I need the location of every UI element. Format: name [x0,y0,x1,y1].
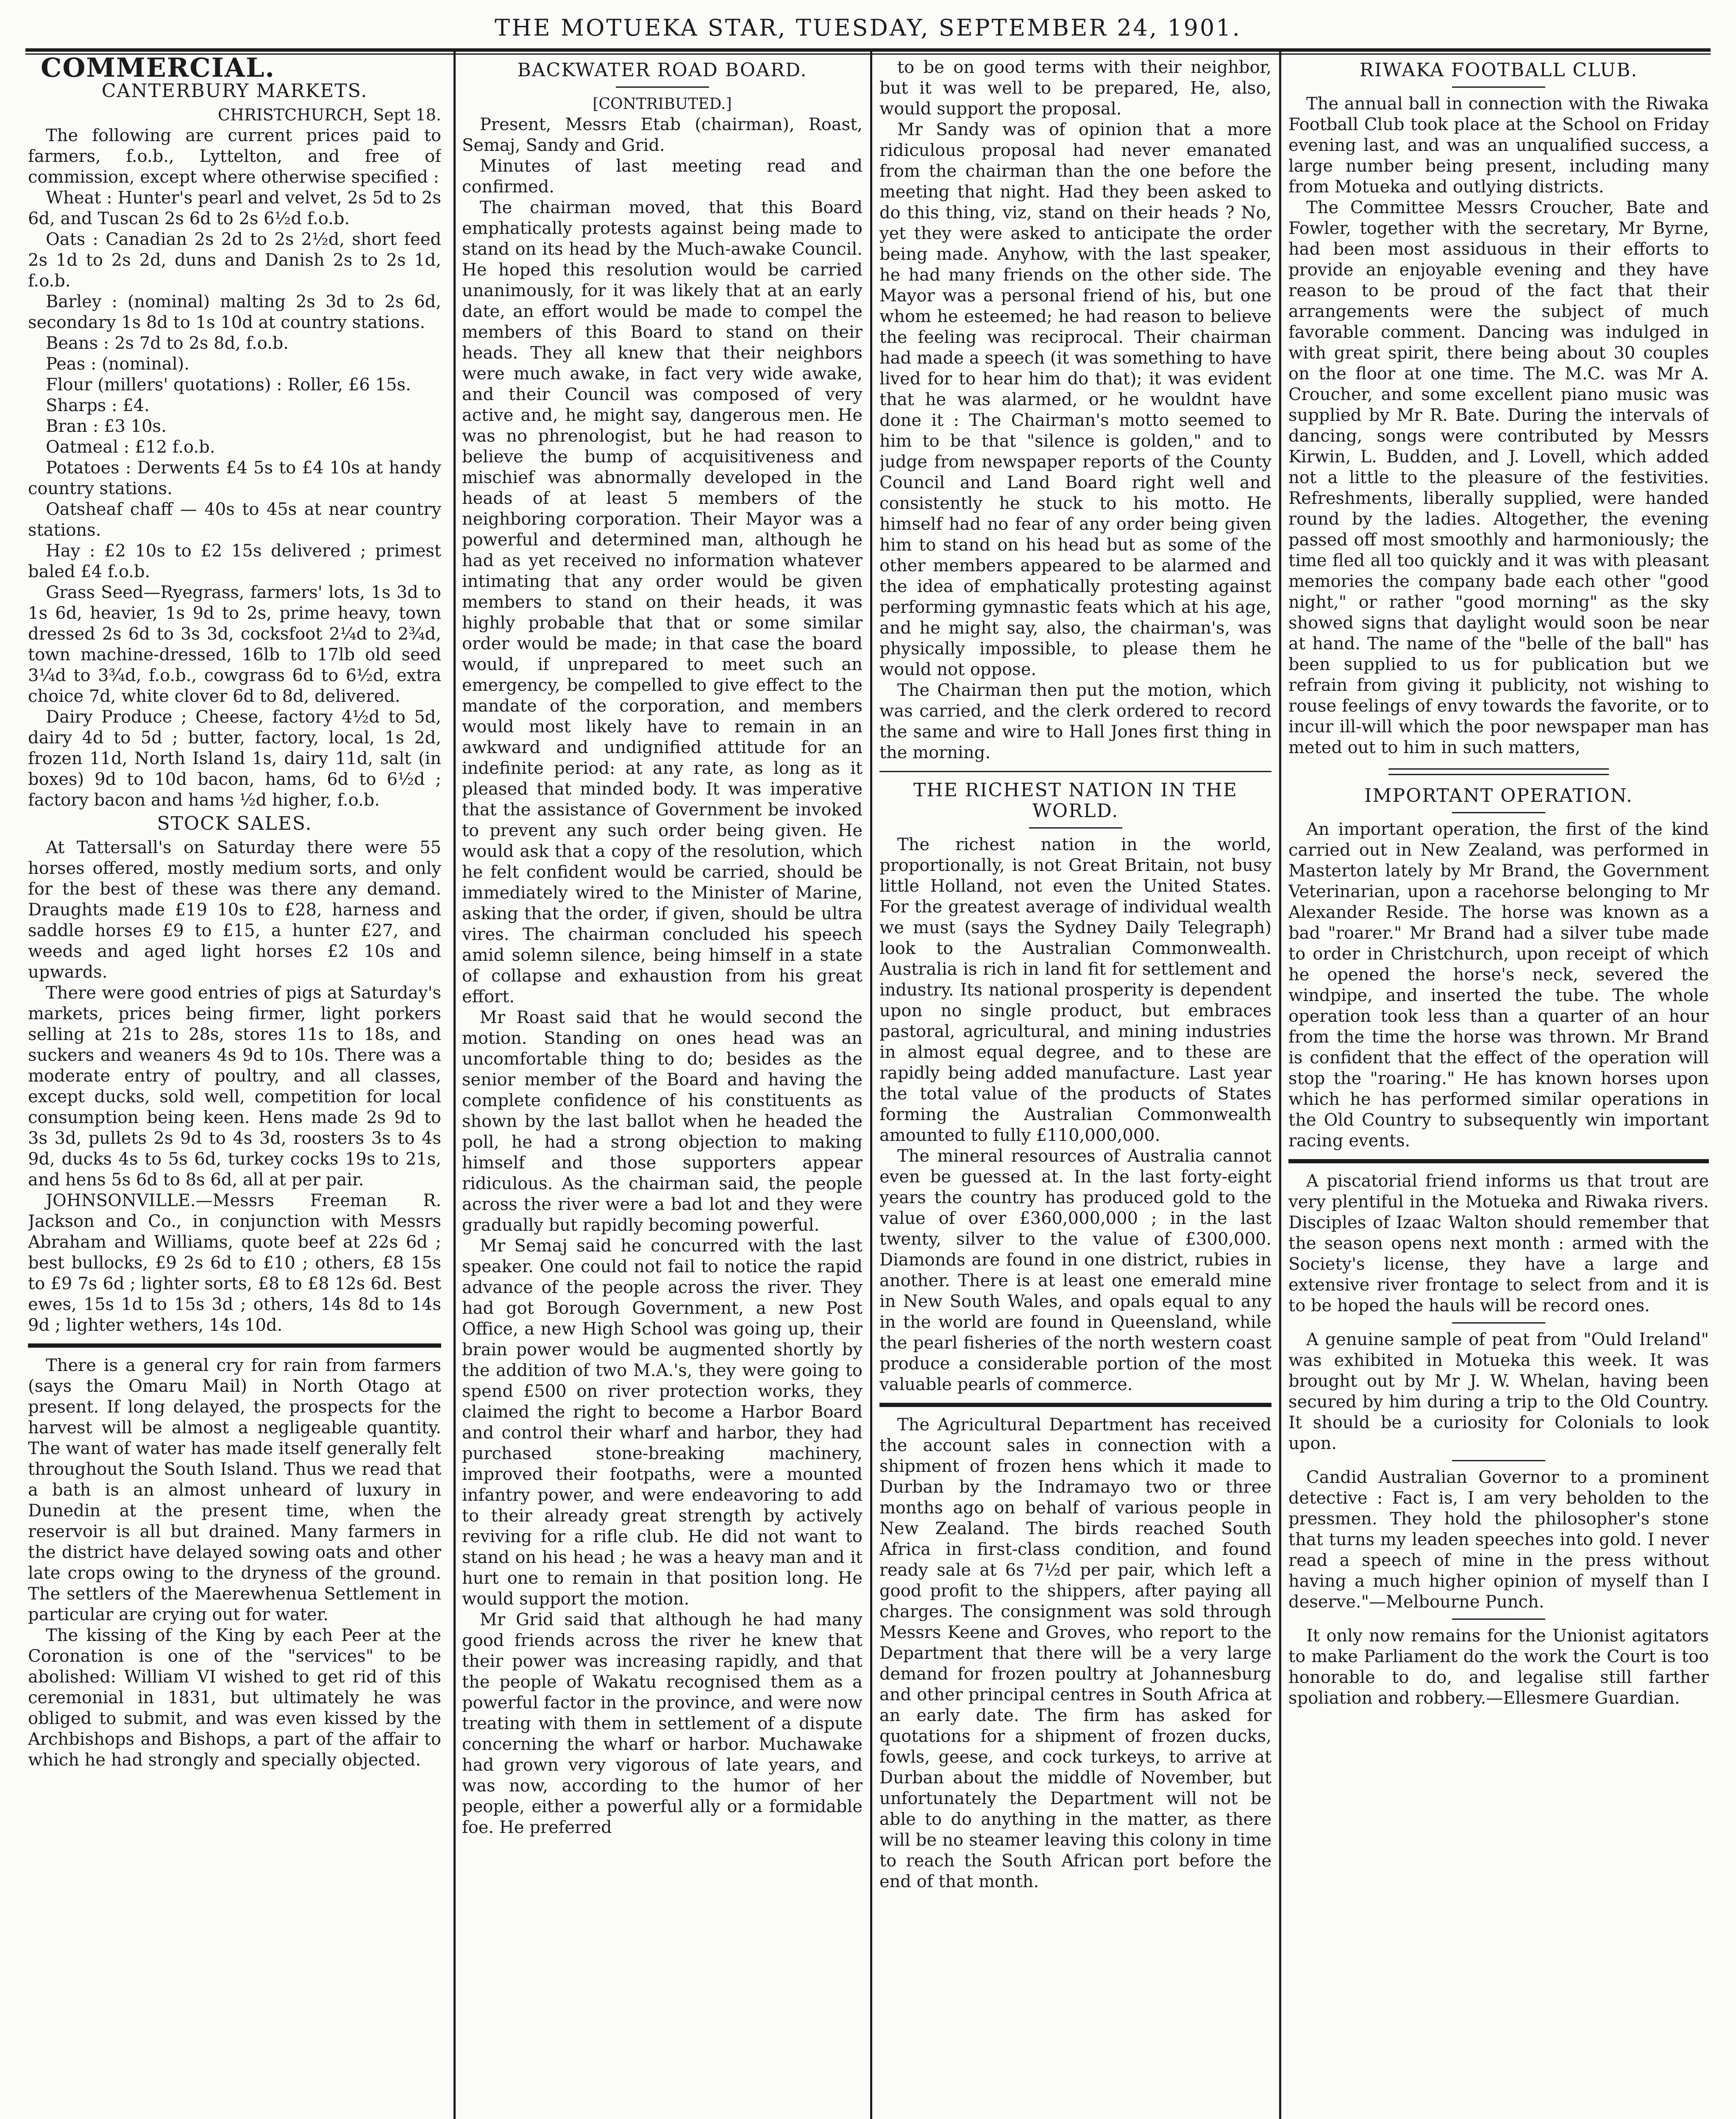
paragraph: Potatoes : Derwents £4 5s to £4 10s at handy country stations. [28,458,441,498]
paragraph: It only now remains for the Unionist agitators to make Parliament do the work the Court is too honorable to do, and legalise still farther spoliation and robbery.—Ellesmere Guardian. [1288,1626,1709,1708]
paragraph: to be on good terms with their neighbor, but it was well to be prepared, He, also, would support the proposal. [879,58,1271,119]
column-divider [1279,50,1281,2119]
paragraph: Barley : (nominal) malting 2s 3d to 2s 6d, secondary 1s 8d to 1s 10d at country stations. [28,292,441,332]
section-rule [1388,768,1609,775]
item-rule [1452,1322,1545,1324]
column-richest-nation [879,57,1271,2119]
paragraph: Beans : 2s 7d to 2s 8d, f.o.b. [46,334,289,353]
paragraph: There were good entries of pigs at Saturday's markets, prices being firmer, light porkers selling at 21s to 28s, stores 11s to 18s, and suckers and weaners 4s 9d to 10s. There was a moderate entry of poultry, and all classes, except ducks, sold well, competition for local consumption being keen. Hens made 2s 9d to 3s 3d, pullets 2s 9d to 4s 3d, roosters 3s to 4s 9d, ducks 4s to 5s 6d, turkey cocks 19s to 21s, and hens 5s 6d to 8s 6d, all at per pair. [28,983,441,1190]
heading-rule [1452,812,1545,813]
paragraph: The chairman moved, that this Board emphatically protests against being made to stand on its head by the Much-awake Council. He hoped this resolution would be carried unanimously, for it was likely that at an early date, an effort would be made to compel the members of this Board to stand on their heads. They all knew that their neighbors were much awake, in fact very wide awake, and their Council was composed of very active and, he might say, dangerous men. He was no phrenologist, but he had reason to believe the bump of acquisitiveness and mischief was abnormally developed in the heads of at least 5 members of the neighboring corporation. Their Mayor was a powerful and determined man, although he had as yet received no information whatever intimating that any order would be given members to stand on their heads, it was highly probable that that or some similar order would be made; in that case the board would, if unprepared to meet such an emergency, be compelled to give effect to the mandate of the corporation, and members would most likely have to remain in an awkward and undignified attitude for an indefinite period: at any rate, as long as it pleased that minded body. It was imperative that the assistance of Government be invoked to prevent any such order being given. He would ask that a copy of the resolution, which he felt confident would be carried, should be immediately wired to the Minister of Marine, asking that the order, if given, should be ultra vires. The chairman concluded his speech amid solemn silence, being himself in a state of collapse and exhaustion from his great effort. [462,198,862,1007]
paragraph: Mr Roast said that he would second the motion. Standing on ones head was an uncomfortable thing to do; besides as the senior member of the Board and having the complete confidence of his constituents as shown by the last ballot when he headed the poll, he had a strong objection to making himself and those supporters appear ridiculous. As the chairman said, the people across the river were a bad lot and they were gradually but rapidly becoming powerful. [462,1008,862,1235]
paragraph: A piscatorial friend informs us that trout are very plentiful in the Motueka and Riwaka rivers. Disciples of Izaac Walton should remember that the season opens next month : armed with the Society's license, they have a large and extensive river frontage to select from and it is to be hoped the hauls will be record ones. [1288,1171,1709,1315]
paragraph: JOHNSONVILLE.—Messrs Freeman R. Jackson and Co., in conjunction with Messrs Abraham and Williams, quote beef at 22s 6d ; best bullocks, £9 2s 6d to £10 ; others, £8 15s to £9 7s 6d ; lighter sorts, £8 to £8 12s 6d. Best ewes, 15s 1d to 15s 3d ; others, 14s 8d to 14s 9d ; lighter wethers, 14s 10d. [28,1191,441,1335]
paragraph: Wheat : Hunter's pearl and velvet, 2s 5d to 2s 6d, and Tuscan 2s 6d to 2s 6½d f.o.b. [28,188,441,228]
paragraph: Peas : (nominal). [46,354,189,374]
paragraph: The Agricultural Department has received the account sales in connection with a shipment of frozen hens which it made to Durban by the Indramayo two or three months ago on behalf of various people in New Zealand. The birds reached South Africa in first-class condition, and found ready sale at 6s 7½d per pair, which left a good profit to the shippers, after paying all charges. The consignment was sold through Messrs Keene and Groves, who report to the Department that there will be a very large demand for frozen poultry at Johannesburg and other principal centres in South Africa at an early date. The firm has asked for quotations for a shipment of frozen ducks, fowls, geese, and cock turkeys, to arrive at Durban about the middle of November, but unfortunately the Department will not be able to do anything in the matter, as there will be no steamer leaving this colony in time to reach the South African port before the end of that month. [879,1415,1271,1891]
paragraph: The Chairman then put the motion, which was carried, and the clerk ordered to record the same and wire to Hall Jones first thing in the morning. [879,681,1271,762]
paragraph: The Committee Messrs Croucher, Bate and Fowler, together with the secretary, Mr Byrne, had been most assiduous in their efforts to provide an enjoyable evening and they have reason to be proud of the fact that their arrangements were the subject of much favorable comment. Dancing was indulged in with great spirit, there being about 30 couples on the floor at one time. The M.C. was Mr A. Croucher, and some excellent piano music was supplied by Mr R. Bate. During the intervals of dancing, songs were contributed by Messrs Kirwin, L. Budden, and J. Lovell, which added not a little to the pleasure of the festivities. Refreshments, liberally supplied, were handed round by the ladies. Altogether, the evening passed off most smoothly and harmoniously; the time fled all too quickly and it was with pleasant memories the company bade each other "good night," or rather "good morning" as the sky showed signs that daylight would soon be near at hand. The name of the "belle of the ball" has been supplied to us for publication but we refrain from giving it publicity, not wishing to rouse feelings of envy towards the favorite, or to incur ill-will which the poor newspaper man has meted out to him in such matters, [1288,198,1709,757]
contributed-label: [CONTRIBUTED.] [593,95,732,113]
column-divider [453,50,456,2119]
paragraph: There is a general cry for rain from farmers (says the Omaru Mail) in North Otago at present. If long delayed, the prospects for the harvest will be almost a negligeable quantity. The want of water has made itself generally felt throughout the South Island. Thus we read that a bath is an almost unheard of luxury in Dunedin at the present time, when the reservoir is all but drained. Many farmers in the district have delayed sowing oats and other late crops owing to the dryness of the ground. The settlers of the Maerewhenua Settlement in particular are crying out for water. [28,1356,441,1624]
heading-rule [1452,86,1545,88]
article-heading-backwater-road-board: BACKWATER ROAD BOARD. [517,59,807,81]
paragraph: Hay : £2 10s to £2 15s delivered ; primest baled £4 f.o.b. [28,541,441,581]
paragraph: Oatsheaf chaff — 40s to 45s at near country stations. [28,500,441,540]
column-riwaka [1288,57,1709,2119]
article-heading-riwaka-football-club: RIWAKA FOOTBALL CLUB. [1359,59,1638,81]
column-divider [870,50,872,2119]
section-rule [879,1403,1271,1407]
article-heading-richest-nation: THE RICHEST NATION IN THE WORLD. [913,779,1238,822]
paragraph: The mineral resources of Australia cannot even be guessed at. In the last forty-eight years the country has produced gold to the value of over £360,000,000 ; in the last twenty, silver to the value of £300,000. Diamonds are found in one district, rubies in another. There is at least one emerald mine in New South Wales, and opals equal to any in the world are found in Queensland, while the pearl fisheries of the north western coast produce a considerable portion of the most valuable pearls of commerce. [879,1146,1271,1394]
item-rule [1452,1618,1545,1620]
paragraph: Present, Messrs Etab (chairman), Roast, Semaj, Sandy and Grid. [462,115,862,155]
article-heading-stock-sales: STOCK SALES. [157,813,312,834]
column-commercial [28,57,441,2119]
paragraph: Mr Grid said that although he had many good friends across the river he knew that their power was increasing rapidly, and that the people of Wakatu recognised them as a powerful factor in the province, and were now treating with them in settlement of a dispute concerning the wharf or harbor. Muchawake had grown very vigorous of late years, and was now, according to the humor of her people, either a powerful ally or a formidable foe. He preferred [462,1610,862,1837]
paragraph: Mr Semaj said he concurred with the last speaker. One could not fail to notice the rapid advance of the people across the river. They had got Borough Government, a new Post Office, a new High School was going up, their brain power would be augmented shortly by the addition of two M.A.'s, they were going to spend £500 on river protection works, they claimed the right to become a Harbor Board and control their wharf and harbor, they had purchased stone-breaking machinery, improved their footpaths, were a mounted infantry power, and were endeavoring to add to their already great strength by actively reviving for a rifle club. He did not want to stand on his head ; he was a heavy man and it hurt one to remain in that position long. He would support the motion. [462,1236,862,1609]
paragraph: Minutes of last meeting read and confirmed. [462,156,862,197]
paragraph: Bran : £3 10s. [46,417,167,436]
section-rule [879,771,1271,772]
section-rule [28,1343,441,1348]
masthead: THE MOTUEKA STAR, TUESDAY, SEPTEMBER 24, 1901. [495,14,1241,41]
column-backwater [462,57,862,2119]
paragraph: At Tattersall's on Saturday there were 55 horses offered, mostly medium sorts, and only for the best of these was there any demand. Draughts made £19 10s to £28, harness and saddle horses £9 to £15, a hunter £27, and weeds and aged light horses £2 10s and upwards. [28,838,441,982]
masthead-rule-thin [25,53,1711,55]
heading-rule [616,86,709,88]
paragraph: Grass Seed—Ryegrass, farmers' lots, 1s 3d to 1s 6d, heavier, 1s 9d to 2s, prime heavy, town dressed 2s 6d to 3s 3d, cocksfoot 2¼d to 2¾d, town machine-dressed, 16lb to 17lb old seed 3¼d to 3¾d, f.o.b., cowgrass 6d to 6½d, extra choice 7d, white clover 6d to 8d, delivered. [28,583,441,706]
section-rule [1288,1159,1709,1163]
paragraph: Sharps : £4. [46,396,150,415]
article-heading-canterbury-markets: CANTERBURY MARKETS. [101,80,368,102]
paragraph: The kissing of the King by each Peer at the Coronation is one of the "services" to be abolished: William VI wished to get rid of this ceremonial in 1831, but ultimately he was obliged to submit, and was even kissed by the Archbishops and Bishops, a part of the affair to which he had strongly and specially objected. [28,1626,441,1770]
item-rule [1452,1460,1545,1461]
dateline: CHRISTCHURCH, Sept 18. [217,106,441,124]
paragraph: The annual ball in connection with the Riwaka Football Club took place at the School on Friday evening last, and was an unqualified success, a large number being present, including many from Motueka and outlying districts. [1288,94,1709,197]
masthead-rule [25,48,1711,52]
paragraph: Dairy Produce ; Cheese, factory 4½d to 5d, dairy 4d to 5d ; butter, factory, local, 1s 2d, frozen 11d, North Island 1s, dairy 11d, salt (in boxes) 9d to 10d bacon, hams, 6d to 6½d ; factory bacon and hams ½d higher, f.o.b. [28,707,441,810]
paragraph: Oats : Canadian 2s 2d to 2s 2½d, short feed 2s 1d to 2s 2d, duns and Danish 2s to 2s 1d, f.o.b. [28,230,441,291]
article-heading-important-operation: IMPORTANT OPERATION. [1364,785,1633,806]
section-heading-commercial: COMMERCIAL. [41,57,275,83]
paragraph: Oatmeal : £12 f.o.b. [46,437,215,457]
paragraph: Candid Australian Governor to a prominent detective : Fact is, I am very beholden to the pressmen. They hold the philosopher's stone that turns my leaden speeches into gold. I never read a speech of mine in the press without having a much higher opinion of myself than I deserve."—Melbourne Punch. [1288,1468,1709,1612]
heading-rule [1029,827,1122,829]
paragraph: An important operation, the first of the kind carried out in New Zealand, was performed in Masterton lately by Mr Brand, the Government Veterinarian, upon a racehorse belonging to Mr Alexander Reside. The horse was known as a bad "roarer." Mr Brand had a silver tube made to order in Christchurch, upon receipt of which he opened the horse's neck, severed the windpipe, and inserted the tube. The whole operation took less than a quarter of an hour from the time the horse was thrown. Mr Brand is confident that the effect of the operation will stop the "roaring." He has known horses upon which he has performed similar operations in the Old Country to subsequently win important racing events. [1288,820,1709,1151]
paragraph: The richest nation in the world, proportionally, is not Great Britain, not busy little Holland, not even the United States. For the greatest average of individual wealth we must (says the Sydney Daily Telegraph) look to the Australian Commonwealth. Australia is rich in land fit for settlement and industry. Its national prosperity is dependent upon no single product, but embraces pastoral, agricultural, and mining industries in almost equal degree, and to these are rapidly being added manufacture. Last year the total value of the products of States forming the Australian Commonwealth amounted to fully £110,000,000. [879,835,1271,1145]
paragraph: Flour (millers' quotations) : Roller, £6 15s. [46,375,411,395]
paragraph: The following are current prices paid to farmers, f.o.b., Lyttelton, and free of commission, except where otherwise specified : [28,126,441,187]
paragraph: A genuine sample of peat from "Ould Ireland" was exhibited in Motueka this week. It was brought out by Mr J. W. Whelan, having been secured by him during a trip to the Old Country. It should be a curiosity for Colonials to look upon. [1288,1330,1709,1453]
paragraph: Mr Sandy was of opinion that a more ridiculous proposal had never emanated from the chairman than the one before the meeting that night. Had they been asked to do this thing, viz, stand on their heads ? No, yet they were asked to anticipate the order being made. Anyhow, with the last speaker, he had many friends on the other side. The Mayor was a personal friend of his, but one whom he esteemed; he had reason to believe the feeling was reciprocal. Their chairman had made a speech (it was something to have lived for to hear him do that); it was evident that he was alarmed, or he wouldnt have done it : The Chairman's motto seemed to him to be that "silence is golden," and to judge from newspaper reports of the County Council and Land Board right well and consistently he stuck to his motto. He himself had no fear of any order being given him to stand on his head but as some of the other members appeared to be alarmed and the idea of emphatically protesting against performing gymnastic feats which at his age, and he might say, also, the chairman's, was physically impossible, to please them he would not oppose. [879,120,1271,679]
